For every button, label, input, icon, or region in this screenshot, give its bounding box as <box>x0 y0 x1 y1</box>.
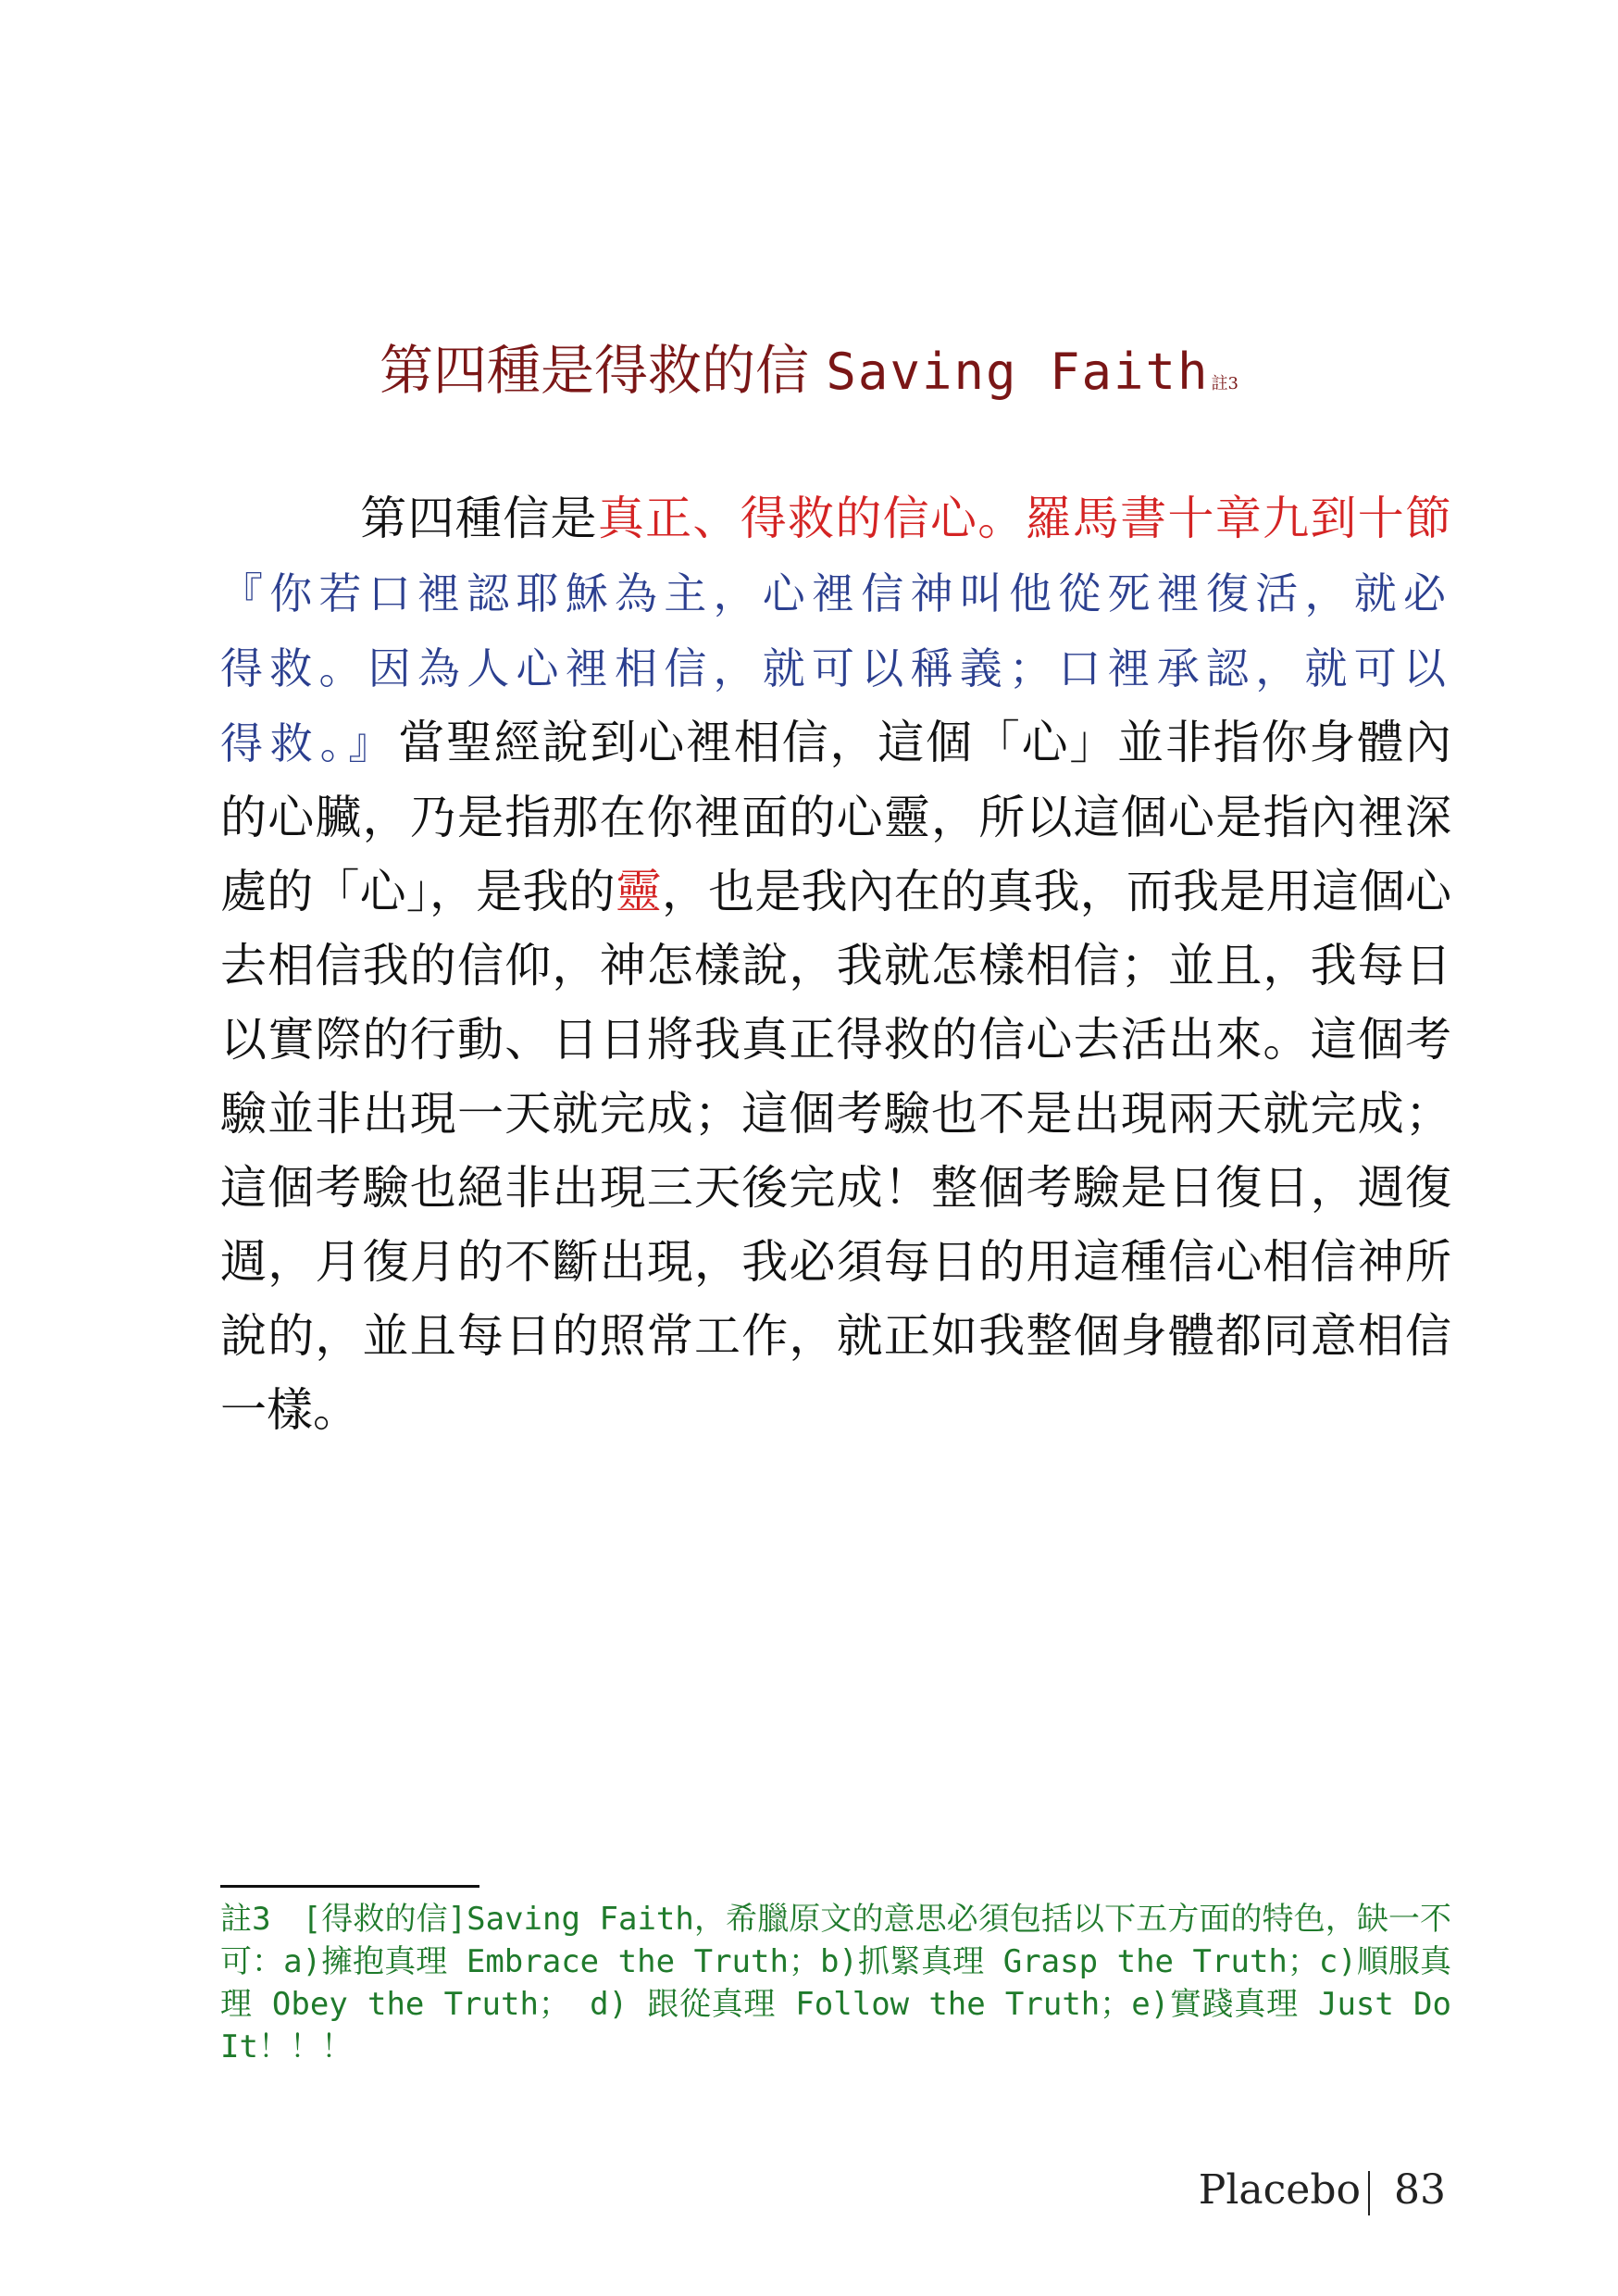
footnote-divider <box>220 1885 479 1888</box>
body-paragraph <box>220 481 1451 1447</box>
section-heading <box>0 333 1618 421</box>
paragraph-intro: 第四種信是 <box>359 492 598 545</box>
footer-separator <box>1368 2171 1370 2215</box>
heading-english: Saving Faith <box>826 343 1210 401</box>
footnote-reference: 註3 <box>1211 374 1239 393</box>
paragraph-text-2: ，也是我內在的真我，而我是用這個心去相信我的信仰，神怎樣說，我就怎樣相信；並且，我每日以實際的行動、日日將我真正得救的信心去活出來。這個考驗並非出現一天就完成；這個考驗也不是出現兩天就完成；這個考驗也絕非出現三天後完成！整個考驗是日復日，週復週，月復月的不斷出現，我必須每日的用這種信心相信神所說的，並且每日的照常工作，就正如我整個身體都同意相信一樣。 <box>220 865 1452 1437</box>
page-number: 83 <box>1394 2166 1446 2214</box>
paragraph-text-1: 當聖經說到心裡相信，這個「心」並非指你身體內的心臟，乃是指那在你裡面的心靈，所以這個心是指內裡深處的「心」，是我的 <box>220 716 1452 918</box>
heading-chinese: 第四種是得救的信 <box>379 339 809 402</box>
spirit-word: 靈 <box>615 865 662 918</box>
book-title: Placebo <box>1198 2166 1361 2214</box>
footnote: 註3 [得救的信]Saving Faith，希臘原文的意思必須包括以下五方面的特色，缺一不可：a)擁抱真理 Embrace the Truth；b)抓緊真理 Grasp the Truth；c)順服真理 Obey the Truth； d) 跟從真理 Follow the Truth；e)實踐真理 Just Do It！！！ <box>220 1901 1451 2065</box>
page-footer <box>1199 2166 1446 2215</box>
scripture-quote: 『你若口裡認耶穌為主，心裡信神叫他從死裡復活，就必得救。因為人心裡相信，就可以稱義；口裡承認，就可以得救。』 <box>220 568 1451 768</box>
highlighted-phrase: 真正、得救的信心。羅馬書十章九到十節 <box>597 492 1452 545</box>
